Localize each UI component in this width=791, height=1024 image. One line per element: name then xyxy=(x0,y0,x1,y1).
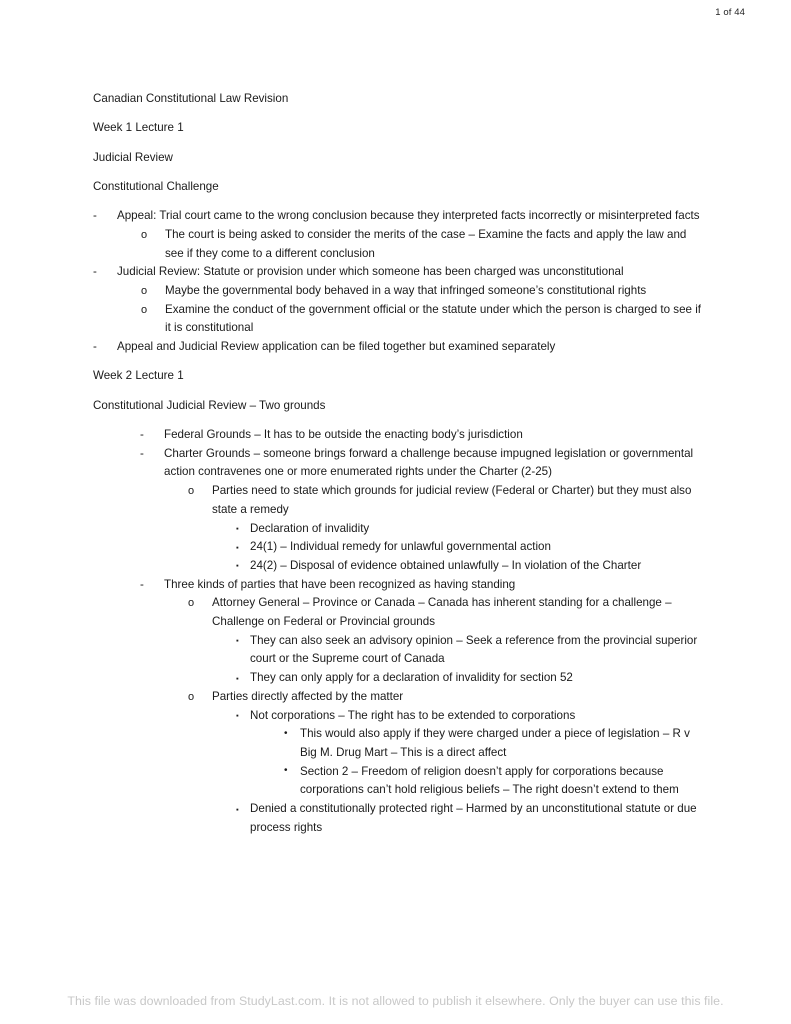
list-item-text: Charter Grounds – someone brings forward a challenge because impugned legislation or governmental action contravenes one or more enumerated rights under the Charter (2-25) xyxy=(164,446,694,479)
list-item xyxy=(0,520,791,539)
dash-bullet-icon: - xyxy=(93,265,97,279)
list-item xyxy=(0,557,791,576)
dash-bullet-icon: - xyxy=(93,340,97,354)
list-item xyxy=(0,725,791,762)
circle-bullet-icon: o xyxy=(188,690,195,703)
list-item-text: Federal Grounds – It has to be outside the enacting body’s jurisdiction xyxy=(164,428,523,441)
list-item xyxy=(0,538,791,557)
circle-bullet-icon: o xyxy=(141,285,148,297)
list-item-text: The court is being asked to consider the merits of the case – Examine the facts and apply the law and see if they come to a different conclusion xyxy=(165,227,687,260)
list-item-text: Denied a constitutionally protected right – Harmed by an unconstitutional statute or due process rights xyxy=(250,802,697,834)
list-item xyxy=(0,263,791,282)
list-item xyxy=(0,688,791,707)
list-item xyxy=(0,426,791,445)
list-item xyxy=(0,226,791,263)
dot-bullet-icon: • xyxy=(284,727,288,739)
square-bullet-icon: ▪ xyxy=(236,804,239,814)
list-item-text: Parties need to state which grounds for judicial review (Federal or Charter) but they must also state a remedy xyxy=(212,484,692,516)
heading-week-1-lecture-1: Week 1 Lecture 1 xyxy=(93,121,184,135)
list-item-text: Not corporations – The right has to be extended to corporations xyxy=(250,708,576,722)
square-bullet-icon: ▪ xyxy=(236,524,239,534)
dash-bullet-icon: - xyxy=(140,446,144,460)
list-item xyxy=(0,282,791,301)
document-title: Canadian Constitutional Law Revision xyxy=(93,92,289,105)
list-item-text: 24(1) – Individual remedy for unlawful governmental action xyxy=(250,540,551,554)
list-item xyxy=(0,482,791,519)
list-item xyxy=(0,669,791,688)
heading-constitutional-challenge: Constitutional Challenge xyxy=(93,179,219,193)
circle-bullet-icon: o xyxy=(188,597,195,610)
list-item-text: Appeal: Trial court came to the wrong conclusion because they interpreted facts incorrectly or misinterpreted facts xyxy=(117,209,700,223)
list-item-text: They can only apply for a declaration of invalidity for section 52 xyxy=(250,671,573,685)
list-item xyxy=(0,707,791,726)
circle-bullet-icon: o xyxy=(141,303,148,316)
list-item-text: Declaration of invalidity xyxy=(250,521,370,535)
dash-bullet-icon: - xyxy=(93,209,97,223)
heading-week-2-lecture-1: Week 2 Lecture 1 xyxy=(93,369,184,383)
circle-bullet-icon: o xyxy=(141,228,148,241)
list-item-text: They can also seek an advisory opinion – Seek a reference from the provincial superior court or the Supreme court of Canada xyxy=(250,633,698,666)
list-item xyxy=(0,338,791,357)
list-item xyxy=(0,763,791,800)
list-item-text: Appeal and Judicial Review application can be filed together but examined separately xyxy=(117,340,556,354)
list-item xyxy=(0,445,791,482)
heading-judicial-review: Judicial Review xyxy=(93,150,173,164)
list-item xyxy=(0,301,791,338)
square-bullet-icon: ▪ xyxy=(236,542,239,552)
list-item-text: This would also apply if they were charged under a piece of legislation – R v Big M. Drug Mart – This is a direct affect xyxy=(300,727,690,759)
list-item-text: Examine the conduct of the government official or the statute under which the person is charged to see if it is constitutional xyxy=(165,302,701,335)
list-item-text: Three kinds of parties that have been recognized as having standing xyxy=(164,577,516,591)
dot-bullet-icon: • xyxy=(284,765,288,777)
square-bullet-icon: ▪ xyxy=(236,636,239,646)
list-item xyxy=(0,207,791,226)
list-item-text: 24(2) – Disposal of evidence obtained unlawfully – In violation of the Charter xyxy=(250,558,642,572)
square-bullet-icon: ▪ xyxy=(236,673,239,683)
square-bullet-icon: ▪ xyxy=(236,711,239,721)
square-bullet-icon: ▪ xyxy=(236,561,239,571)
circle-bullet-icon: o xyxy=(188,485,195,498)
list-item-text: Parties directly affected by the matter xyxy=(212,689,404,703)
list-item xyxy=(0,800,791,837)
list-item-text: Maybe the governmental body behaved in a way that infringed someone’s constitutional rights xyxy=(165,284,647,297)
page-number-indicator: 1 of 44 xyxy=(715,7,745,18)
dash-bullet-icon: - xyxy=(140,577,144,591)
dash-bullet-icon: - xyxy=(140,428,144,441)
footer-watermark: This file was downloaded from StudyLast.com. It is not allowed to publish it elsewhere. Only the buyer can use this file. xyxy=(67,994,724,1008)
list-item xyxy=(0,594,791,631)
list-item-text: Attorney General – Province or Canada – Canada has inherent standing for a challenge – Challenge on Federal or Provincial grounds xyxy=(212,596,672,629)
list-item-text: Section 2 – Freedom of religion doesn’t apply for corporations because corporations can’t hold religious beliefs – The right doesn’t extend to them xyxy=(300,764,679,797)
heading-two-grounds: Constitutional Judicial Review – Two grounds xyxy=(93,398,326,412)
list-item xyxy=(0,576,791,595)
document-body xyxy=(0,90,791,837)
list-item-text: Judicial Review: Statute or provision under which someone has been charged was unconstitutional xyxy=(117,265,624,279)
list-item xyxy=(0,632,791,669)
